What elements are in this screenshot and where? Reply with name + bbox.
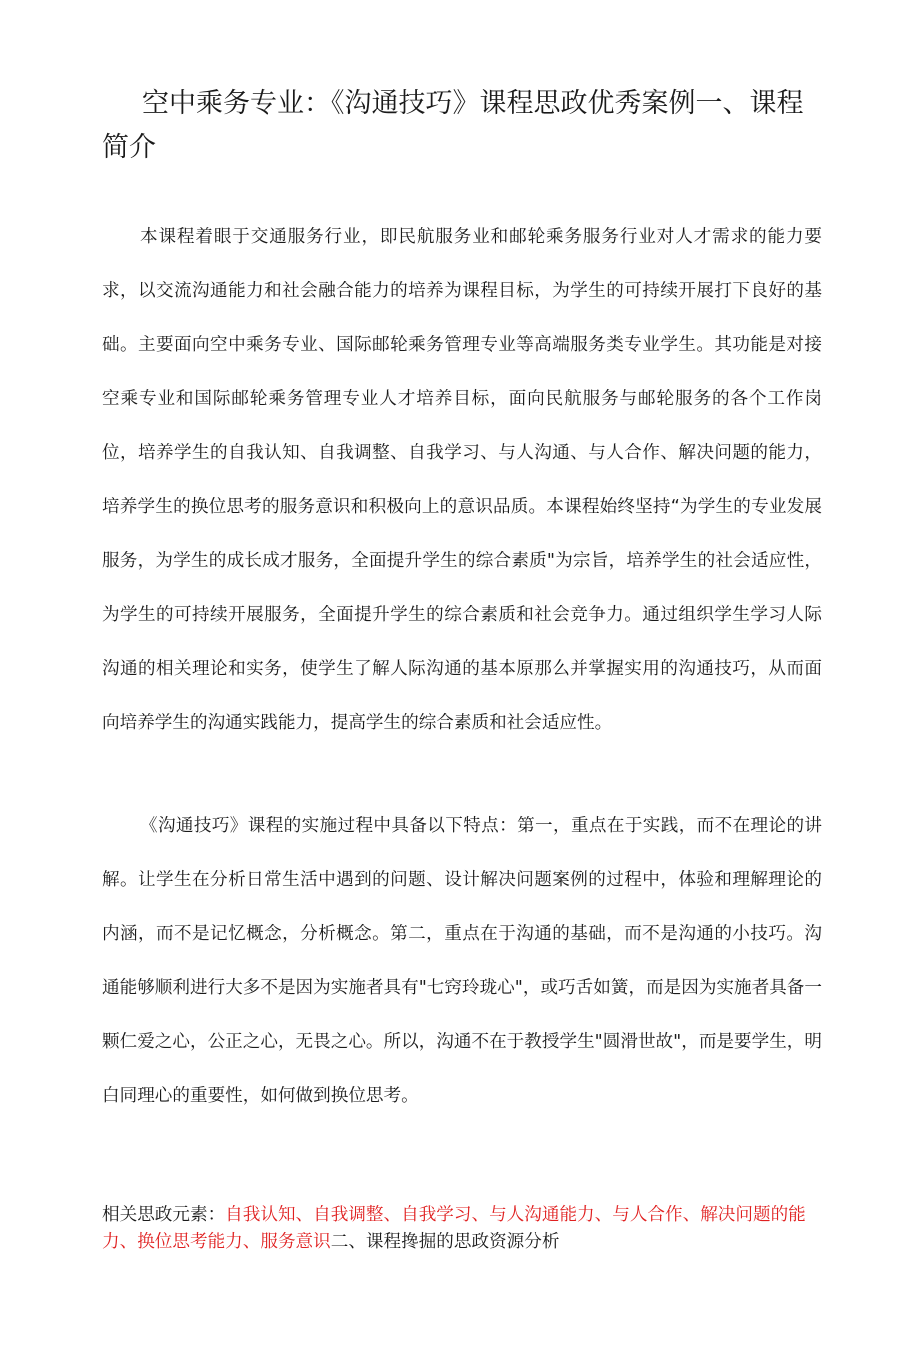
intro-paragraph: 本课程着眼于交通服务行业，即民航服务业和邮轮乘务服务行业对人才需求的能力要求，以交流沟通能力和社会融合能力的培养为课程目标，为学生的可持续开展打下良好的基础。主要面向空中乘务专业、国际邮轮乘务管理专业等高端服务类专业学生。其功能是对接空乘专业和国际邮轮乘务管理专业人才培养目标，面向民航服务与邮轮服务的各个工作岗位，培养学生的自我认知、自我调整、自我学习、与人沟通、与人合作、解决问题的能力，培养学生的换位思考的服务意识和积极向上的意识品质。本课程始终坚持“为学生的专业发展服务，为学生的成长成才服务，全面提升学生的综合素质"为宗旨，培养学生的社会适应性，为学生的可持续开展服务，全面提升学生的综合素质和社会竞争力。通过组织学生学习人际沟通的相关理论和实务，使学生了解人际沟通的基本原那么并掌握实用的沟通技巧，从而面向培养学生的沟通实践能力，提高学生的综合素质和社会适应性。 [102, 227, 822, 733]
ideological-elements [102, 1202, 822, 1256]
features-paragraph: 《沟通技巧》课程的实施过程中具备以下特点：第一，重点在于实践，而不在理论的讲解。让学生在分析日常生活中遇到的问题、设计解决问题案例的过程中，体验和理解理论的内涵，而不是记忆概念，分析概念。第二，重点在于沟通的基础，而不是沟通的小技巧。沟通能够顺利进行大多不是因为实施者具有"七窍玲珑心"，或巧舌如簧，而是因为实施者具备一颗仁爱之心，公正之心，无畏之心。所以，沟通不在于教授学生"圆滑世故"，而是要学生，明白同理心的重要性，如何做到换位思考。 [102, 816, 822, 1106]
document-title [102, 82, 822, 170]
elements-items: 自我认知、自我调整、自我学习、与人沟通能力、与人合作、解决问题的能力、换位思考能力、服务意识 [102, 1205, 806, 1252]
title-text: 空中乘务专业：《沟通技巧》课程思政优秀案例一、课程简介 [102, 88, 804, 163]
next-section-heading: 二、课程搀掘的思政资源分析 [330, 1232, 560, 1252]
elements-label: 相关思政元素： [102, 1205, 226, 1225]
